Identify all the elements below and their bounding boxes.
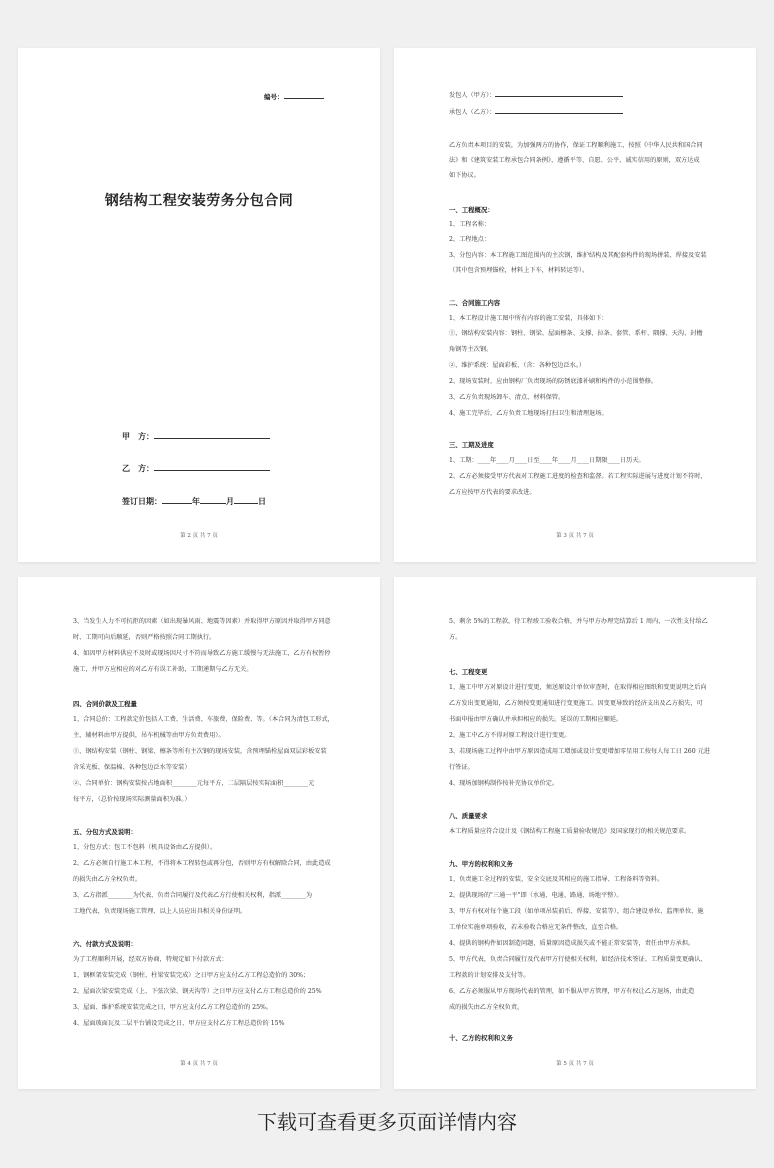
party-b-blank — [154, 462, 270, 471]
paragraph-line: 角钢等主次钢。 — [449, 346, 493, 353]
paragraph-line: 4、如因甲方材料供应不及时或现场因尺寸不符而导致乙方施工缓慢与无法施工，乙方有权暂停 — [73, 650, 331, 657]
paragraph-line: 3、当发生人力不可抗拒的因素（如出现暴风雨、地震等因素）并取得甲方原因并取得甲方同意 — [73, 618, 331, 625]
day-blank — [234, 495, 258, 504]
paragraph-line: 每平方，（总价按现场实际测量面积为准。） — [73, 796, 191, 803]
page-number: 第 2 页 共 7 页 — [180, 533, 218, 539]
paragraph-line: ①、钢结构安装内容：钢柱、钢梁、屋面檩条、支撑、拉条、套管、系杆、隅撑、天沟、封檐 — [449, 330, 703, 337]
paragraph-line: 乙方应按甲方代表的要求改进。 — [449, 489, 536, 496]
paragraph-line: 2、现场安装时，应由钢构厂负责现场的防锈底漆补刷和构件的小范围整修。 — [449, 378, 658, 385]
paragraph-line: 方。 — [449, 634, 462, 641]
paragraph-line: 行签证。 — [449, 764, 474, 771]
contractor-a-blank — [495, 90, 623, 97]
section-heading: 四、合同价款及工程量 — [73, 700, 137, 708]
page-number: 第 4 页 共 7 页 — [180, 1061, 218, 1067]
paragraph-line: 工程款的计划安排及支付等。 — [449, 972, 530, 979]
contractor-b-label: 承包人（乙方）： — [449, 109, 496, 116]
paragraph-line: 6、乙方必须服从甲方现场代表的管理，如不服从甲方管理，甲方有权让乙方退场，由此造 — [449, 988, 695, 995]
paragraph-line: 2、乙方必须接受甲方代表对工程施工进度的检查和监督。若工程实际进展与进度计划不符时， — [449, 473, 707, 480]
paragraph-line: ①、钢结构安装（钢柱、钢梁、檩条等所有主次钢的现场安装，含预埋锚栓屋面双层彩板安装 — [73, 748, 327, 755]
section-heading: 五、分包方式及说明： — [73, 828, 137, 836]
paragraph-line: 时，工期可向后顺延，否则严格按照合同工期执行。 — [73, 634, 216, 641]
paragraph-line: 4、施工完毕后，乙方负责工地现场打扫卫生和清理退场。 — [449, 410, 608, 417]
paragraph-line: 乙方发出变更通知，乙方须按变更通知进行变更施工。因变更导致的经济支出及乙方损失，可 — [449, 700, 703, 707]
year-blank — [162, 495, 192, 504]
document-page-3 — [394, 48, 756, 562]
paragraph-line: 1、负责施工全过程的安装、安全交底及其相应的施工指导、工程备料等资料。 — [449, 876, 664, 883]
paragraph-line: 工单位实施单项验收，若未验收合格应无条件整改，直至合格。 — [449, 924, 623, 931]
document-page-4 — [18, 577, 380, 1089]
paragraph-line: 1、施工中甲方对原设计进行变更，须送原设计单位审查时，在取得相应图纸和变更说明之后向 — [449, 684, 707, 691]
contract-title: 钢结构工程安装劳务分包合同 — [104, 193, 294, 209]
section-heading: 九、甲方的权利和义务 — [449, 860, 513, 868]
contract-number-blank — [284, 92, 324, 99]
page-number: 第 5 页 共 7 页 — [556, 1061, 594, 1067]
contract-number-row — [264, 92, 324, 101]
day-label: 日 — [258, 497, 266, 506]
intro-line: 乙方负责本项目的安装，为加强两方的协作，保证工程顺利施工，按照《中华人民共和国合同 — [449, 142, 703, 149]
paragraph-line: 5、甲方代表，负责合同履行及代表甲方行使相关权利，如经济技术签证、工程质量变更确认、 — [449, 956, 707, 963]
contract-number-label: 编号： — [264, 93, 284, 101]
paragraph-line: 3、分包内容：本工程施工图范围内的主次钢，维护结构及其配套构件的现场拼装、焊接及安装 — [449, 252, 707, 259]
month-label: 月 — [226, 497, 234, 506]
paragraph-line: 4、提供的钢构件如因制造问题、质量原因造成损失或不能正常安装等，责任由甲方承担。 — [449, 940, 695, 947]
paragraph-line: 1、合同总价：工程款定价包括人工费、生活费、车旅费、保险费、等。（本合同为清包工形式， — [73, 716, 334, 723]
party-a-label: 甲 方： — [122, 432, 154, 441]
contractor-a-label: 发包人（甲方）： — [449, 92, 496, 99]
party-a-row — [122, 430, 270, 442]
party-a-blank — [154, 430, 270, 439]
paragraph-line: ②、维护系统：屋面彩板、（含：各种包边泛水。） — [449, 362, 586, 369]
sign-date-row — [122, 495, 266, 507]
section-heading: 八、质量要求 — [449, 812, 488, 820]
paragraph-line: 3、屋面、维护系统安装完成之日，甲方应支付乙方工程总造价的 25%。 — [73, 1004, 273, 1011]
paragraph-line: （其中包含预埋锚栓，材料上下车，材料转运等）。 — [449, 267, 589, 274]
paragraph-line: 1、钢框架安装完成（钢柱、柱梁安装完成）之日甲方应支付乙方工程总造价的 30%； — [73, 972, 310, 979]
paragraph-line: 工地代表，负责现场施工管理、以上人员应出具相关身份证明。 — [73, 908, 247, 915]
paragraph-line: 1、工期：____年____月____日至____年____月____日期限____日历天。 — [449, 457, 645, 464]
paragraph-line: 施工，并甲方应相应的对乙方有误工补助，工期递期与乙方无关。 — [73, 666, 253, 673]
section-heading: 十、乙方的权利和义务 — [449, 1034, 513, 1042]
paragraph-line: 4、现场加钢构制作按补充协议单价定。 — [449, 780, 559, 787]
paragraph-line: 主、辅材料由甲方提供，吊车机械等由甲方负责费用）。 — [73, 732, 225, 739]
paragraph-line: 1、本工程设计施工图中所有内容的施工安装，具体如下： — [449, 315, 608, 322]
section-heading: 六、付款方式及说明： — [73, 940, 137, 948]
download-more-caption: 下载可查看更多页面详情内容 — [257, 1110, 517, 1134]
document-page-5 — [394, 577, 756, 1089]
section-heading: 七、工程变更 — [449, 668, 488, 676]
paragraph-line: 3、甲方有权对每个施工段（如单项吊装前后、焊接、安装等），组合建设单位、监理单位、施 — [449, 908, 704, 915]
contractor-b-row — [449, 107, 623, 117]
paragraph-line: 3、乙方指派________为代表，负责合同履行及代表乙方行使相关权利，指派________为 — [73, 892, 313, 899]
paragraph-line: 2、工程地点： — [449, 236, 491, 243]
paragraph-line: 本工程质量应符合设计及《钢结构工程施工质量验收规范》及国家现行的相关规范要求。 — [449, 828, 691, 835]
paragraph-line: 含采光板、保温棉、各种包边泛水等安装） — [73, 764, 191, 771]
section-heading: 一、工程概况： — [449, 206, 494, 214]
paragraph-line: 的损失由乙方全权负责。 — [73, 876, 142, 883]
paragraph-line: 5、剩余 5%的工程款，待工程竣工验收合格，并与甲方办理完结算后 1 周内，一次性支付给乙 — [449, 618, 708, 625]
sign-date-label: 签订日期： — [122, 497, 162, 506]
month-blank — [200, 495, 226, 504]
section-heading: 二、合同施工内容 — [449, 299, 501, 307]
paragraph-line: 4、屋面玻面瓦及二层平台铺设完成之日，甲方应支付乙方工程总造价的 15% — [73, 1020, 285, 1027]
paragraph-line: ②、合同单价：钢构安装按占地面积________元每平方，二层隔层按实际面积________元 — [73, 780, 315, 787]
contractor-a-row — [449, 90, 623, 100]
party-b-label: 乙 方： — [122, 464, 154, 473]
paragraph-line: 3、乙方负责现场卸车、清点、材料保管。 — [449, 394, 565, 401]
intro-line: 法》和《建筑安装工程承包合同条例》，遵循平等、自愿、公平、诚实信用的原则，双方达成 — [449, 157, 700, 164]
paragraph-line: 2、乙方必须自行施工本工程，不得将本工程转包或再分包，否则甲方有权解除合同，由此造成 — [73, 860, 331, 867]
party-b-row — [122, 462, 270, 474]
paragraph-line: 2、提供现场的"三通一平"即（水通、电通、路通、场地平整）。 — [449, 892, 623, 899]
contractor-b-blank — [495, 107, 623, 114]
paragraph-line: 1、分包方式：包工不包料（机具设备由乙方提供）。 — [73, 844, 217, 851]
paragraph-line: 1、工程名称： — [449, 221, 491, 228]
paragraph-line: 2、施工中乙方不得对原工程设计进行变更。 — [449, 732, 571, 739]
section-heading: 三、工期及进度 — [449, 441, 494, 449]
paragraph-line: 为了工程顺利开展，经双方协商，特规定如下付款方式： — [73, 956, 228, 963]
page-number: 第 3 页 共 7 页 — [556, 533, 594, 539]
paragraph-line: 书面申报由甲方确认并承担相应的损失。延误的工期相应顺延。 — [449, 716, 623, 723]
paragraph-line: 2、屋面次梁安装完成（上、下弦次梁、钢天沟等）之日甲方应支付乙方工程总造价的 25% — [73, 988, 322, 995]
paragraph-line: 3、若现场施工过程中由甲方原因造成用工增加或设计变更增加零星用工按每人每工日 260 元进 — [449, 748, 710, 755]
year-label: 年 — [192, 497, 200, 506]
intro-line: 如下协议。 — [449, 172, 480, 179]
paragraph-line: 成的损失由乙方全权负责。 — [449, 1004, 524, 1011]
document-page-cover — [18, 48, 380, 562]
